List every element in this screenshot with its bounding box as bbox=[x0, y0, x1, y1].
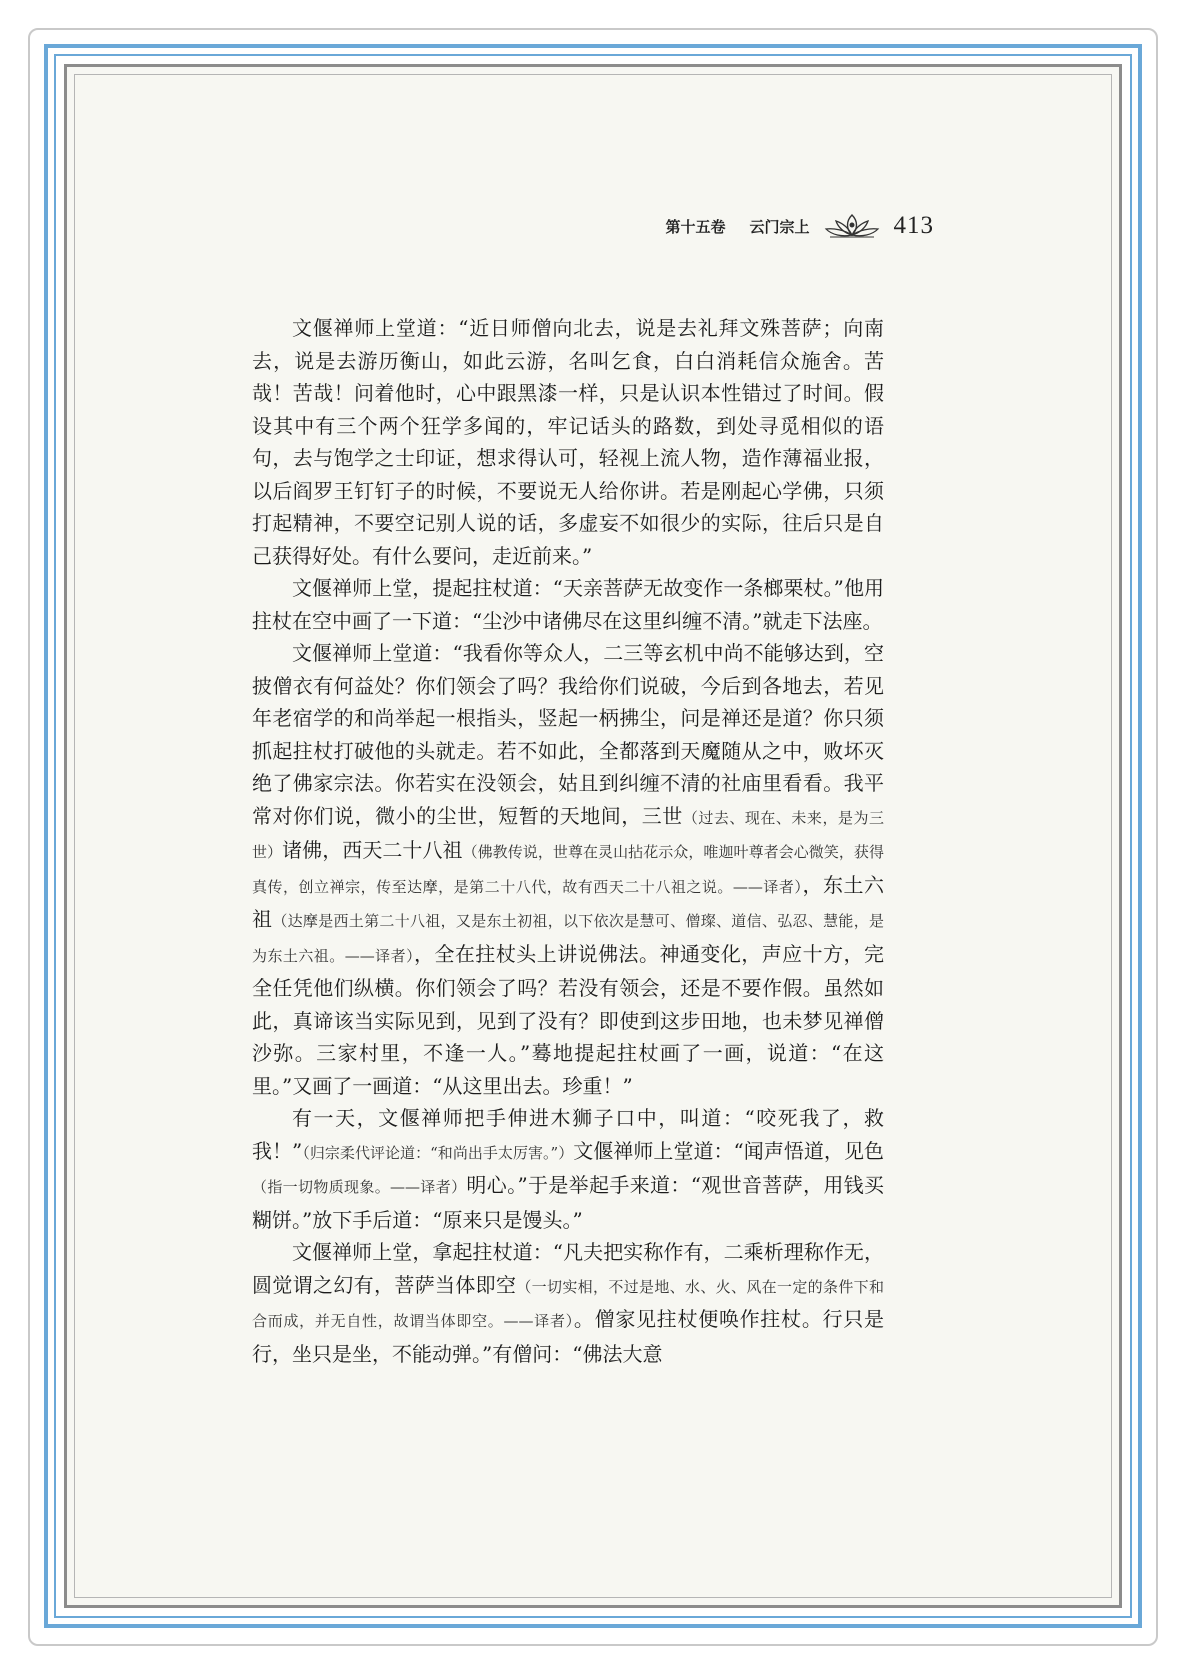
paragraph-text: 文偃禅师上堂，提起拄杖道：“天亲菩萨无故变作一条榔栗杖。”他用拄杖在空中画了一下道：“尘沙中诸佛尽在这里纠缠不清。”就走下法座。 bbox=[252, 576, 884, 633]
paragraph-text: 。僧家见拄杖便唤作拄杖。行只是行，坐只是坐，不能动弹。”有僧问：“佛法大意 bbox=[252, 1307, 884, 1366]
paragraph-text: ，全在拄杖头上讲说佛法。神通变化，声应十方，完全任凭他们纵横。你们领会了吗？若没有领会，还是不要作假。虽然如此，真谛该当实际见到，见到了没有？即使到这步田地，也未梦见禅僧沙弥。三家村里，不逢一人。”蓦地提起拄杖画了一画，说道：“在这里。”又画了一画道：“从这里出去。珍重！” bbox=[252, 941, 884, 1098]
translator-note: （佛教传说，世尊在灵山拈花示众，唯迦叶尊者会心微笑，获得真传，创立禅宗，传至达摩，是第二十八代，故有西天二十八祖之说。——译者） bbox=[252, 843, 884, 896]
paragraph-text: 诸佛，西天二十八祖 bbox=[282, 838, 463, 862]
paragraph-4 bbox=[252, 1102, 884, 1236]
paragraph-text: 文偃禅师上堂道：“近日师僧向北去，说是去礼拜文殊菩萨；向南去，说是去游历衡山，如此云游，名叫乞食，白白消耗信众施舍。苦哉！苦哉！问着他时，心中跟黑漆一样，只是认识本性错过了时间。假设其中有三个两个狂学多闻的，牢记话头的路数，到处寻觅相似的语句，去与饱学之士印证，想求得认可，轻视上流人物，造作薄福业报，以后阎罗王钉钉子的时候，不要说无人给你讲。若是刚起心学佛，只须打起精神，不要空记别人说的话，多虚妄不如很少的实际，往后只是自己获得好处。有什么要问，走近前来。” bbox=[252, 316, 884, 568]
page-number: 413 bbox=[893, 212, 934, 239]
paragraph-5 bbox=[252, 1236, 884, 1370]
paragraph-text: 有一天，文偃禅师把手伸进木狮子口中，叫道：“咬死我了，救我！” bbox=[252, 1106, 884, 1163]
header-volume: 第十五卷 bbox=[665, 217, 726, 236]
translator-note: （一切实相，不过是地、水、火、风在一定的条件下和合而成，并无自性，故谓当体即空。——译者） bbox=[252, 1277, 884, 1330]
translator-note: （指一切物质现象。——译者） bbox=[252, 1178, 467, 1196]
translator-note: （过去、现在、未来，是为三世） bbox=[252, 808, 884, 861]
lotus-icon bbox=[824, 211, 880, 241]
paragraph-3 bbox=[252, 637, 884, 1102]
paragraph-text: 明心。”于是举起手来道：“观世音菩萨，用钱买糊饼。”放下手后道：“原来只是馒头。” bbox=[252, 1173, 884, 1232]
paragraph-text: ，东土六祖 bbox=[252, 872, 884, 931]
paragraph-2 bbox=[252, 572, 884, 637]
paragraph-text: 文偃禅师上堂道：“我看你等众人，二三等玄机中尚不能够达到，空披僧衣有何益处？你们领会了吗？我给你们说破，今后到各地去，若见年老宿学的和尚举起一根指头，竖起一柄拂尘，问是禅还是道？你只须抓起拄杖打破他的头就走。若不如此，全都落到天魔随从之中，败坏灭绝了佛家宗法。你若实在没领会，姑且到纠缠不清的社庙里看看。我平常对你们说，微小的尘世，短暂的天地间，三世 bbox=[252, 641, 884, 828]
paragraph-text: 文偃禅师上堂道：“闻声悟道，见色 bbox=[573, 1138, 884, 1163]
translator-note: （达摩是西土第二十八祖，又是东土初祖，以下依次是慧可、僧璨、道信、弘忍、慧能，是为东土六祖。——译者） bbox=[252, 912, 885, 965]
body-text bbox=[252, 312, 884, 1370]
header-section: 云门宗上 bbox=[749, 217, 810, 236]
paragraph-1 bbox=[252, 312, 884, 572]
translator-note: （归宗柔代评论道：“和尚出手太厉害。”） bbox=[302, 1143, 574, 1162]
running-header bbox=[665, 208, 934, 244]
paragraph-text: 文偃禅师上堂，拿起拄杖道：“凡夫把实称作有，二乘析理称作无，圆觉谓之幻有，菩萨当体即空 bbox=[252, 1240, 884, 1297]
